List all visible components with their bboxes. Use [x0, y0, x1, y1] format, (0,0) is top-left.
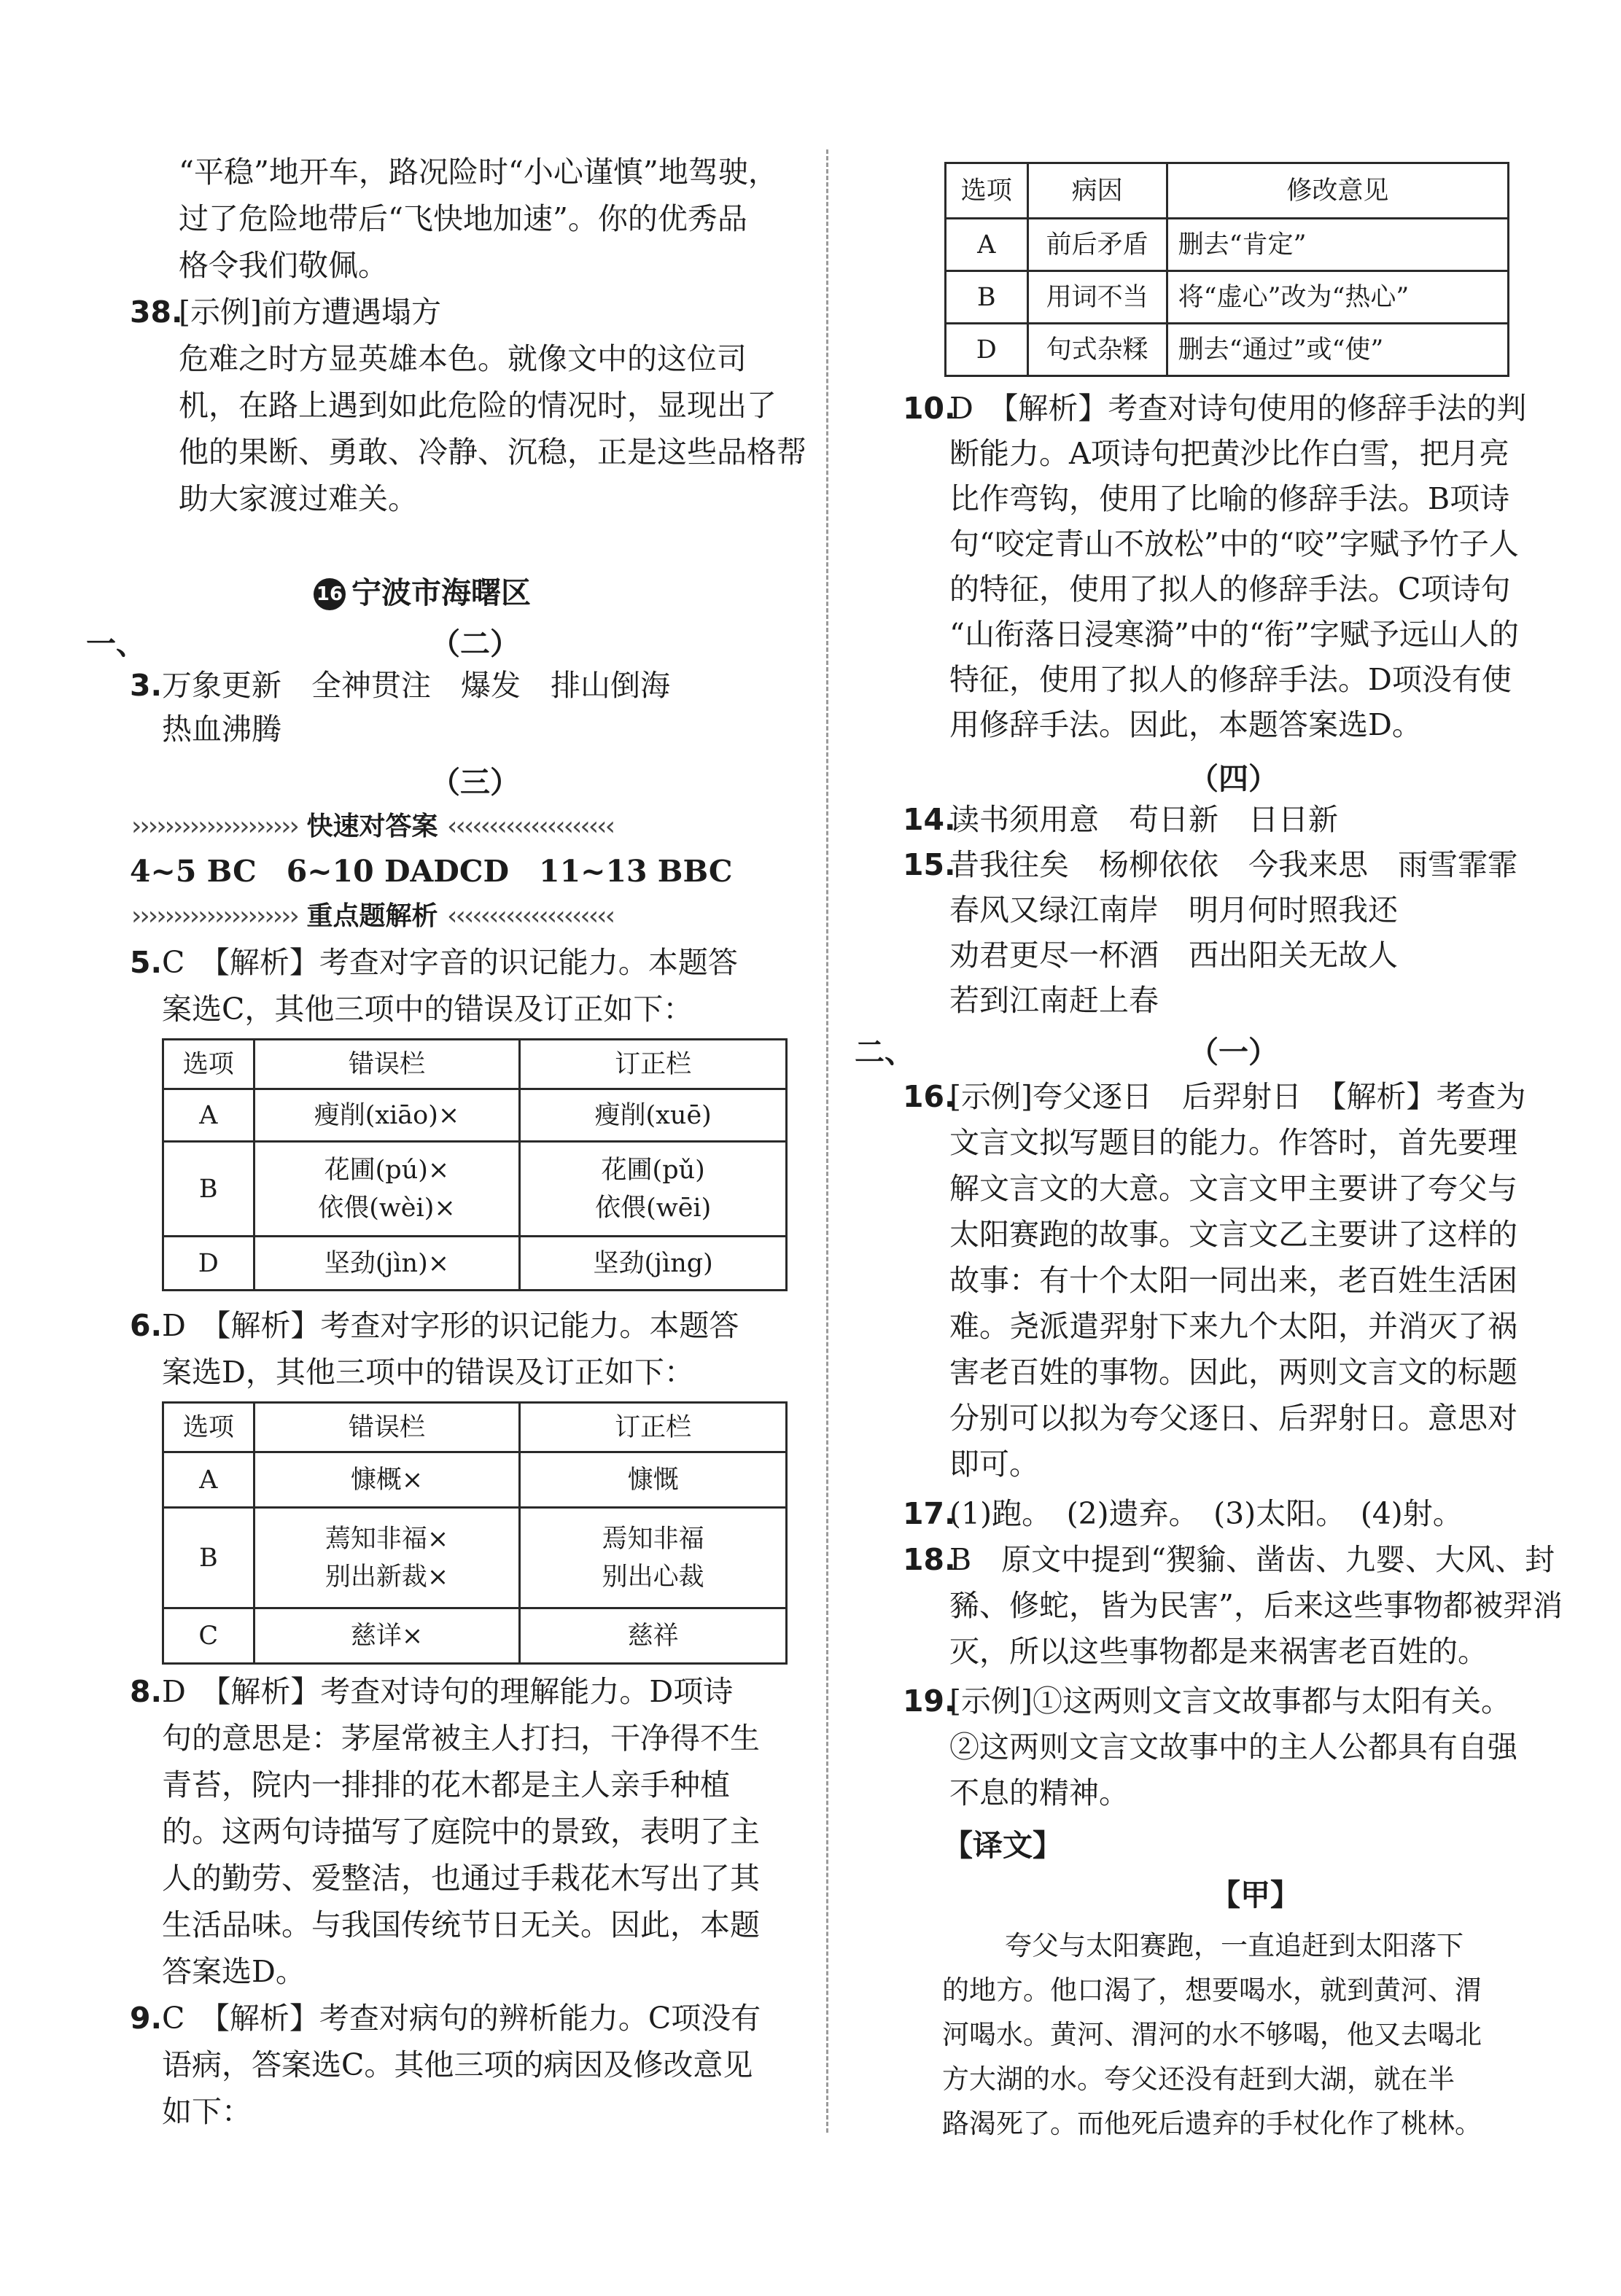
q16-line-4: 太阳赛跑的故事。文言文乙主要讲了这样的: [949, 1217, 1517, 1252]
table-header: 订正栏: [520, 1040, 787, 1089]
q16-line-5: 故事：有十个太阳一同出来，老百姓生活困: [949, 1263, 1517, 1298]
q10-line-3: 比作弯钩，使用了比喻的修辞手法。B项诗: [949, 481, 1510, 516]
table-header: 病因: [1027, 163, 1167, 219]
table-header: 错误栏: [254, 1040, 520, 1089]
table-cell: 慈祥: [520, 1608, 787, 1664]
q9-line-3: 如下：: [162, 2094, 252, 2129]
q18-line-3: 灭，所以这些事物都是来祸害老百姓的。: [949, 1634, 1488, 1669]
q10-line-8: 用修辞手法。因此，本题答案选D。: [949, 707, 1422, 742]
quick-answer-title: 快速对答案: [306, 812, 438, 841]
key-analysis-title: 重点题解析: [306, 901, 438, 931]
column-divider: [826, 149, 828, 2133]
q10-line-5: 的特征，使用了拟人的修辞手法。C项诗句: [949, 572, 1511, 607]
q10-line-1: D 【解析】考查对诗句使用的修辞手法的判: [949, 391, 1527, 426]
q10-line-2: 断能力。A项诗句把黄沙比作白雪，把月亮: [949, 436, 1509, 471]
table-row: [163, 1452, 787, 1508]
cell-line: 别出心裁: [602, 1562, 704, 1592]
quick-answers: 4~5 BC 6~10 DADCD 11~13 BBC: [130, 854, 733, 889]
q16-line-8: 分别可以拟为夸父逐日、后羿射日。意思对: [949, 1401, 1517, 1436]
q10-line-6: “山衔落日浸寒漪”中的“衔”字赋予远山人的: [949, 617, 1519, 652]
q8-line-3: 青苔，院内一排排的花木都是主人亲手种植: [162, 1767, 730, 1802]
quick-answer-banner: [131, 806, 613, 843]
q19-number: 19.: [903, 1684, 956, 1719]
cell-line: 花圃(pǔ): [601, 1155, 705, 1185]
cell-line: 蔫知非福×: [324, 1524, 449, 1554]
q16-line-3: 解文言文的大意。文言文甲主要讲了夸父与: [949, 1171, 1517, 1206]
q6-line-2: 案选D，其他三项中的错误及订正如下：: [162, 1355, 694, 1390]
table-cell: 慷慨: [520, 1452, 787, 1508]
q8-number: 8.: [130, 1674, 163, 1709]
table-cell: [520, 1142, 787, 1237]
district-name: 宁波市海曙区: [351, 575, 531, 610]
table-row: [163, 1089, 787, 1142]
table-header: 选项: [946, 163, 1028, 219]
district-heading: [314, 569, 531, 612]
translation-line-5: 路渴死了。而他死后遗弃的手杖化作了桃林。: [942, 2108, 1482, 2139]
q6-line-1: D 【解析】考查对字形的识记能力。本题答: [162, 1308, 739, 1343]
table-cell: B: [163, 1142, 254, 1237]
translation-jia-label: 【甲】: [1210, 1877, 1300, 1912]
q8-line-5: 人的勤劳、爱整洁，也通过手栽花木写出了其: [162, 1861, 760, 1896]
q9-line-1: C 【解析】考查对病句的辨析能力。C项没有: [162, 2001, 761, 2036]
q38-heading: [示例]前方遭遇塌方: [179, 295, 441, 330]
q18-line-1: B 原文中提到“猰貐、凿齿、九婴、大风、封: [949, 1542, 1555, 1577]
table-cell: D: [163, 1237, 254, 1291]
q3-line-1: 万象更新 全神贯注 爆发 排山倒海: [162, 668, 670, 703]
table-header: 错误栏: [254, 1403, 520, 1452]
q38-line-1: 危难之时方显英雄本色。就像文中的这位司: [179, 341, 747, 376]
q6-number: 6.: [130, 1308, 163, 1343]
table-row: [163, 1142, 787, 1237]
table-row: [946, 271, 1509, 324]
banner-arrows-right: ‹‹‹‹‹‹‹‹‹‹‹‹‹‹‹‹‹‹‹‹: [447, 901, 613, 931]
table-cell: 删去“通过”或“使”: [1167, 324, 1508, 376]
part-one-label: 一、: [86, 626, 146, 661]
table-cell: 删去“肯定”: [1167, 219, 1508, 271]
q16-line-1: [示例]夸父逐日 后羿射日 【解析】考查为: [949, 1079, 1526, 1114]
q37-line-2: 过了危险地带后“飞快地加速”。你的优秀品: [179, 201, 747, 236]
table-header: 选项: [163, 1403, 254, 1452]
table-cell: A: [163, 1452, 254, 1508]
q18-line-2: 豨、修蛇，皆为民害”，后来这些事物都被羿消: [949, 1588, 1563, 1623]
q38-line-3: 他的果断、勇敢、冷静、沉稳，正是这些品格帮: [179, 435, 806, 470]
cell-line: 花圃(pú)×: [324, 1155, 450, 1185]
table-header-row: [163, 1040, 787, 1089]
translation-line-1: 夸父与太阳赛跑，一直追赶到太阳落下: [1005, 1930, 1463, 1961]
subsection-3: （三）: [430, 765, 520, 800]
table-row: [163, 1608, 787, 1664]
table-cell: 慷概×: [254, 1452, 520, 1508]
q5-number: 5.: [130, 945, 163, 980]
q16-line-7: 害老百姓的事物。因此，两则文言文的标题: [949, 1355, 1517, 1390]
table-cell: 用词不当: [1027, 271, 1167, 324]
table-cell: D: [946, 324, 1028, 376]
subsection-2: （二）: [430, 626, 520, 661]
table-cell: 慈详×: [254, 1608, 520, 1664]
q15-number: 15.: [903, 847, 956, 882]
q37-line-3: 格令我们敬佩。: [179, 248, 388, 283]
q17-number: 17.: [903, 1496, 956, 1531]
q8-line-6: 生活品味。与我国传统节日无关。因此，本题: [162, 1907, 760, 1942]
table-cell: B: [946, 271, 1028, 324]
q14-line-1: 读书须用意 苟日新 日日新: [949, 802, 1338, 837]
table-cell: 句式杂糅: [1027, 324, 1167, 376]
translation-title: 【译文】: [943, 1828, 1062, 1863]
q15-line-4: 若到江南赶上春: [949, 983, 1159, 1018]
q16-line-9: 即可。: [949, 1447, 1039, 1482]
q18-number: 18.: [903, 1542, 956, 1577]
q5-line-1: C 【解析】考查对字音的识记能力。本题答: [162, 945, 738, 980]
translation-line-4: 方大湖的水。夸父还没有赶到大湖，就在半: [942, 2063, 1455, 2095]
table-row: [946, 219, 1509, 271]
table-cell: 瘦削(xuē): [520, 1089, 787, 1142]
q8-line-1: D 【解析】考查对诗句的理解能力。D项诗: [162, 1674, 734, 1709]
table-row: [946, 324, 1509, 376]
q8-line-4: 的。这两句诗描写了庭院中的景致，表明了主: [162, 1814, 760, 1849]
table-header-row: [946, 163, 1509, 219]
q19-line-2: ②这两则文言文故事中的主人公都具有自强: [949, 1729, 1517, 1764]
q37-line-1: “平稳”地开车，路况险时“小心谨慎”地驾驶，: [179, 155, 778, 190]
q14-number: 14.: [903, 802, 956, 837]
table-cell: 将“虚心”改为“热心”: [1167, 271, 1508, 324]
table-header: 订正栏: [520, 1403, 787, 1452]
table-cell: 瘦削(xiāo)×: [254, 1089, 520, 1142]
table-cell: A: [946, 219, 1028, 271]
q16-line-6: 难。尧派遣羿射下来九个太阳，并消灭了祸: [949, 1309, 1517, 1344]
cell-line: 焉知非福: [602, 1524, 704, 1554]
translation-line-3: 河喝水。黄河、渭河的水不够喝，他又去喝北: [942, 2019, 1482, 2050]
q5-correction-table: [162, 1038, 788, 1291]
q9-line-2: 语病，答案选C。其他三项的病因及修改意见: [162, 2047, 753, 2082]
banner-arrows-left: ››››››››››››››››››››: [131, 812, 298, 841]
q19-line-1: [示例]①这两则文言文故事都与太阳有关。: [949, 1684, 1511, 1719]
q3-number: 3.: [130, 668, 163, 703]
q10-number: 10.: [903, 391, 956, 426]
translation-line-2: 的地方。他口渴了，想要喝水，就到黄河、渭: [942, 1974, 1482, 2006]
q9-sentence-table: [944, 162, 1509, 377]
q17-line-1: (1)跑。 (2)遗弃。 (3)太阳。 (4)射。: [949, 1496, 1463, 1531]
table-header: 选项: [163, 1040, 254, 1089]
part-two-label: 二、: [855, 1035, 914, 1070]
cell-line: 依偎(wēi): [595, 1193, 712, 1223]
table-cell: 坚劲(jìng): [520, 1237, 787, 1291]
q6-correction-table: [162, 1401, 788, 1665]
q19-line-3: 不息的精神。: [949, 1775, 1129, 1810]
banner-arrows-left: ››››››››››››››››››››: [131, 901, 298, 931]
cell-line: 依偎(wèi)×: [318, 1193, 456, 1223]
table-cell: [254, 1142, 520, 1237]
table-cell: B: [163, 1508, 254, 1608]
q38-line-2: 机，在路上遇到如此危险的情况时，显现出了: [179, 388, 777, 423]
q8-line-7: 答案选D。: [162, 1954, 306, 1989]
q5-line-2: 案选C，其他三项中的错误及订正如下：: [162, 992, 693, 1027]
subsection-4: （四）: [1189, 761, 1278, 796]
table-row: [163, 1237, 787, 1291]
q9-number: 9.: [130, 2001, 163, 2036]
q3-line-2: 热血沸腾: [162, 712, 281, 747]
q15-line-2: 春风又绿江南岸 明月何时照我还: [949, 892, 1398, 927]
table-cell: 前后矛盾: [1027, 219, 1167, 271]
q15-line-3: 劝君更尽一杯酒 西出阳关无故人: [949, 938, 1398, 973]
q15-line-1: 昔我往矣 杨柳依依 今我来思 雨雪霏霏: [949, 847, 1517, 882]
q38-number: 38.: [130, 295, 183, 330]
district-number-badge: 16: [314, 578, 346, 610]
q8-line-2: 句的意思是：茅屋常被主人打扫，干净得不生: [162, 1721, 760, 1756]
subsection-1: （一）: [1189, 1035, 1278, 1070]
banner-arrows-right: ‹‹‹‹‹‹‹‹‹‹‹‹‹‹‹‹‹‹‹‹: [447, 812, 613, 841]
table-cell: A: [163, 1089, 254, 1142]
table-header-row: [163, 1403, 787, 1452]
table-cell: 坚劲(jìn)×: [254, 1237, 520, 1291]
key-analysis-banner: [131, 895, 613, 933]
table-row: [163, 1508, 787, 1608]
q38-line-4: 助大家渡过难关。: [179, 481, 418, 516]
table-cell: [520, 1508, 787, 1608]
table-header: 修改意见: [1167, 163, 1508, 219]
q16-number: 16.: [903, 1079, 956, 1114]
q16-line-2: 文言文拟写题目的能力。作答时，首先要理: [949, 1125, 1517, 1160]
table-cell: C: [163, 1608, 254, 1664]
q10-line-7: 特征，使用了拟人的修辞手法。D项没有使: [949, 662, 1512, 697]
table-cell: [254, 1508, 520, 1608]
q10-line-4: 句“咬定青山不放松”中的“咬”字赋予竹子人: [949, 526, 1519, 561]
cell-line: 别出新裁×: [324, 1562, 449, 1592]
